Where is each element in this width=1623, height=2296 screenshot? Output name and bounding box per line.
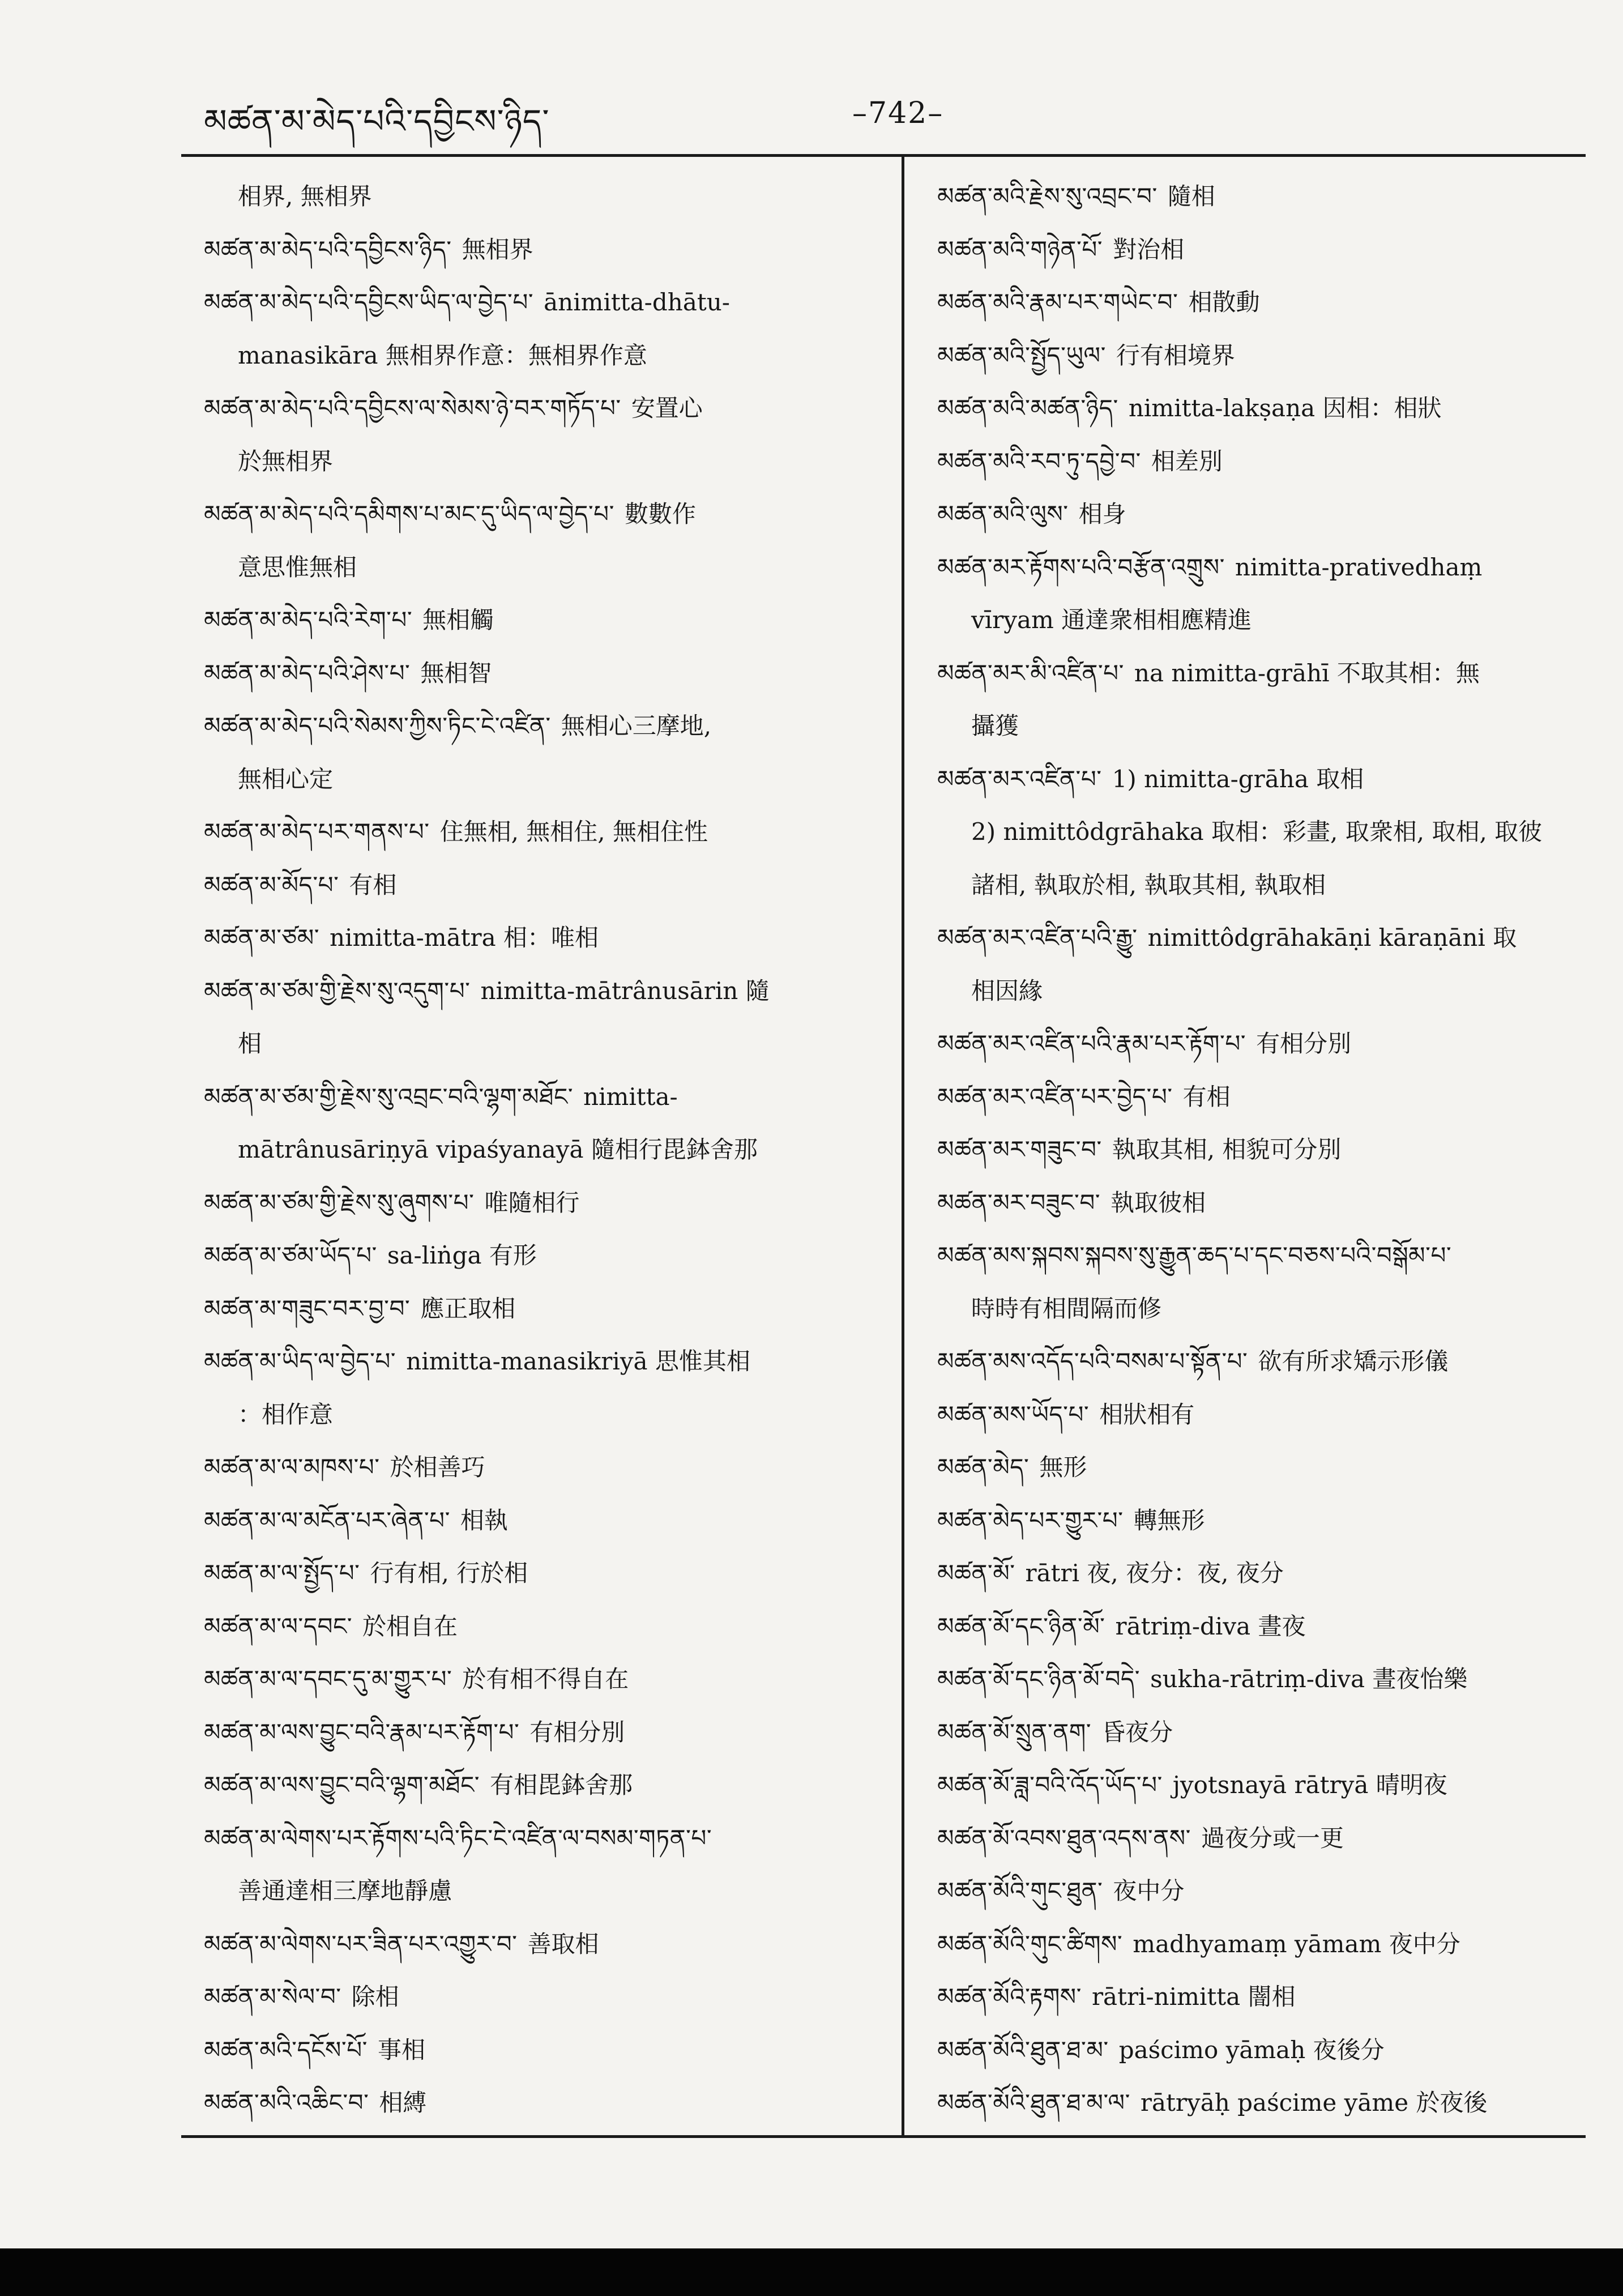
entry-gloss: 轉無形 [1133, 1506, 1205, 1534]
dictionary-entry [937, 1706, 1586, 1759]
entry-gloss: nimitta-mātrânusārin 隨 [480, 976, 770, 1005]
entry-term: མཚན་མ་མེད་པའི་དབྱིངས་ཡིད་ལ་བྱེད་པ་ [204, 288, 534, 316]
entry-term: མཚན་མས་སྐབས་སྐབས་སུ་རྒྱུན་ཆད་པ་དང་བཅས་པའི་བསྒོམ་པ་ [937, 1241, 1452, 1269]
entry-term: མཚན་མོ་དང་ཉིན་མོ་བདེ་ [937, 1665, 1141, 1693]
entry-term: མཚན་མར་བཟུང་བ་ [937, 1188, 1101, 1217]
entry-gloss: nimittôdgrāhakāṇi kāraṇāni 取 [1147, 924, 1517, 951]
entry-gloss: 行有相境界 [1116, 341, 1235, 369]
dictionary-entry [937, 1494, 1586, 1547]
dictionary-entry [937, 1864, 1586, 1918]
right-entry-list [937, 170, 1586, 2129]
dictionary-entry [937, 382, 1586, 435]
dictionary-entry [937, 1017, 1586, 1070]
dictionary-entry [937, 1388, 1586, 1441]
entry-term: མཚན་མའི་རྣམ་པར་གཡེང་བ་ [937, 288, 1178, 316]
dictionary-entry [204, 911, 883, 965]
entry-term: མཚན་མ་སེལ་བ་ [204, 1983, 341, 2011]
dictionary-entry [204, 1812, 883, 1865]
entry-term: མཚན་མོ་ཟླ་བའི་འོད་ཡོད་པ་ [937, 1771, 1163, 1799]
entry-gloss: 無相界 [462, 235, 533, 263]
entry-continuation: 相因緣 [971, 976, 1043, 1005]
entry-term: མཚན་མ་གཟུང་བར་བྱ་བ་ [204, 1294, 411, 1322]
dictionary-entry [937, 1441, 1586, 1494]
dictionary-entry [204, 1706, 883, 1759]
entry-gloss: 有相 [349, 870, 397, 899]
top-rule [181, 154, 1586, 157]
entry-term: མཚན་མོ་སྲུན་ནག་ [937, 1718, 1092, 1746]
entry-continuation: 2) nimittôdgrāhaka 取相：彩畫, 取衆相, 取相, 取彼 [971, 818, 1543, 846]
dictionary-entry [937, 753, 1586, 806]
entry-term: མཚན་མའི་རྗེས་སུ་འབྲང་བ་ [937, 182, 1158, 210]
entry-gloss: 相縛 [379, 2089, 427, 2116]
dictionary-entry [937, 1229, 1586, 1282]
entry-continuation: 諸相, 執取於相, 執取其相, 執取相 [971, 870, 1326, 899]
entry-continuation: manasikāra 無相界作意：無相界作意 [238, 341, 647, 369]
dictionary-entry [937, 2076, 1586, 2129]
entry-term: མཚན་མ་ལ་སྤྱོད་པ་ [204, 1559, 360, 1587]
dictionary-entry [937, 911, 1586, 965]
entry-gloss: 相狀相有 [1099, 1400, 1195, 1428]
entry-gloss: nimitta-lakṣaṇa 因相：相狀 [1128, 394, 1442, 422]
entry-gloss: rātriṃ-diva 晝夜 [1115, 1612, 1306, 1640]
dictionary-entry [204, 1282, 883, 1335]
dictionary-entry [204, 1918, 883, 1971]
entry-gloss: nimitta-prativedhaṃ [1235, 553, 1483, 581]
entry-continuation: 相 [238, 1030, 262, 1057]
entry-term: མཚན་མ་ཙམ་ [204, 924, 320, 951]
entry-continuation: 攝獲 [971, 712, 1019, 740]
entry-term: མཚན་མ་མེད་པའི་དབྱིངས་ཉིད་ [204, 235, 452, 263]
entry-gloss: 住無相, 無相住, 無相住性 [439, 818, 708, 846]
dictionary-entry [937, 223, 1586, 276]
dictionary-entry [204, 1759, 883, 1812]
entry-continuation: 無相心定 [238, 765, 334, 793]
entry-term: མཚན་མར་འཛིན་པའི་རྣམ་པར་རྟོག་པ་ [937, 1030, 1246, 1057]
dictionary-entry [204, 1176, 883, 1230]
entry-term: མཚན་མ་ལེགས་པར་ཟིན་པར་འགྱུར་བ་ [204, 1930, 518, 1958]
entry-gloss: na nimitta-grāhī 不取其相：無 [1134, 659, 1480, 687]
entry-gloss: 昏夜分 [1101, 1718, 1173, 1746]
dictionary-entry [204, 1070, 883, 1124]
dictionary-entry [204, 1600, 883, 1653]
entry-gloss: 夜中分 [1113, 1877, 1185, 1905]
entry-term: མཚན་མོ་འབས་ཐུན་འདས་ནས་ [937, 1824, 1191, 1852]
entry-term: མཚན་མའི་གཉེན་པོ་ [937, 235, 1103, 263]
dictionary-entry [937, 329, 1586, 382]
entry-term: མཚན་མེད་ [937, 1453, 1030, 1481]
dictionary-entry [937, 1547, 1586, 1600]
entry-term: མཚན་མོའི་གུང་ཚིགས་ [937, 1930, 1123, 1958]
entry-term: མཚན་མའི་དངོས་པོ་ [204, 2035, 368, 2064]
entry-gloss: 於有相不得自在 [462, 1665, 629, 1693]
entry-term: མཚན་མོའི་གུང་ཐུན་ [937, 1877, 1103, 1905]
entry-gloss: nimitta- [583, 1082, 678, 1111]
entry-gloss: rātri 夜, 夜分：夜, 夜分 [1025, 1559, 1284, 1587]
dictionary-entry [204, 2076, 883, 2129]
entry-term: མཚན་མ་མེད་པའི་དམིགས་པ་མང་དུ་ཡིད་ལ་བྱེད་པ་ [204, 500, 614, 528]
entry-term: མཚན་མ་ལས་བྱུང་བའི་རྣམ་པར་རྟོག་པ་ [204, 1718, 520, 1746]
dictionary-entry [204, 965, 883, 1018]
entry-term: མཚན་མ་མེད་པར་གནས་པ་ [204, 818, 430, 846]
entry-term: མཚན་མ་ལེགས་པར་རྟོགས་པའི་ཏིང་ངེ་འཛིན་ལ་བསམ་གཏན་པ་ [204, 1824, 712, 1852]
entry-gloss: 有相毘鉢舍那 [490, 1771, 633, 1799]
entry-gloss: 無相智 [420, 659, 492, 687]
entry-term: མཚན་མའི་ལུས་ [937, 500, 1069, 528]
dictionary-entry [937, 1600, 1586, 1653]
entry-gloss: sukha-rātriṃ-diva 晝夜怡樂 [1150, 1665, 1468, 1693]
bottom-scan-band [0, 2248, 1623, 2296]
entry-term: མཚན་མའི་འཆིང་བ་ [204, 2089, 369, 2116]
entry-gloss: 行有相, 行於相 [370, 1559, 528, 1587]
entry-term: མཚན་མ་ཙམ་གྱི་རྗེས་སུ་འདུག་པ་ [204, 976, 471, 1005]
page-number: –742– [852, 96, 944, 130]
dictionary-entry [204, 2024, 883, 2077]
entry-term: མཚན་མར་འཛིན་པ་ [937, 765, 1102, 793]
entry-term: མཚན་མ་ལ་མཁས་པ་ [204, 1453, 380, 1481]
entry-gloss: 應正取相 [420, 1294, 516, 1322]
entry-gloss: 相差別 [1151, 447, 1223, 475]
dictionary-entry [204, 1970, 883, 2024]
bottom-rule [181, 2135, 1586, 2138]
entry-term: མཚན་མའི་སྤྱོད་ཡུལ་ [937, 341, 1106, 369]
entry-gloss: 過夜分或一更 [1201, 1824, 1344, 1852]
entry-gloss: 數數作 [624, 500, 696, 528]
entry-term: མཚན་མ་མོད་པ་ [204, 870, 339, 899]
entry-term: མཚན་མར་འཛིན་པའི་རྒྱུ་ [937, 924, 1138, 951]
dictionary-entry [204, 1547, 883, 1600]
entry-gloss: 善取相 [527, 1930, 599, 1958]
entry-gloss: rātryāḥ paścime yāme 於夜後 [1140, 2089, 1488, 2116]
dictionary-entry [204, 1494, 883, 1547]
dictionary-entry [937, 1176, 1586, 1230]
entry-gloss: rātri-nimitta 闇相 [1091, 1983, 1296, 2011]
dictionary-entry [937, 1970, 1586, 2024]
entry-gloss: 安置心 [631, 394, 703, 422]
dictionary-entry [937, 1123, 1586, 1176]
entry-term: མཚན་མ་ལ་མངོན་པར་ཞེན་པ་ [204, 1506, 450, 1534]
dictionary-entry [204, 1335, 883, 1388]
entry-gloss: 於相善巧 [390, 1453, 485, 1481]
dictionary-entry [204, 699, 883, 753]
entry-term: མཚན་མོ་དང་ཉིན་མོ་ [937, 1612, 1105, 1640]
entry-term: མཚན་མའི་མཚན་ཉིད་ [937, 394, 1118, 422]
dictionary-entry [937, 1070, 1586, 1124]
entry-gloss: 唯隨相行 [484, 1188, 580, 1217]
entry-term: མཚན་མར་འཛིན་པར་བྱེད་པ་ [937, 1082, 1173, 1111]
entry-term: མཚན་མར་གཟུང་བ་ [937, 1136, 1102, 1163]
dictionary-entry [204, 1653, 883, 1706]
continuation-line: 相界, 無相界 [238, 182, 372, 210]
column-divider [902, 156, 904, 2136]
entry-gloss: 有相 [1182, 1082, 1231, 1111]
entry-term: མཚན་མ་ལ་དབང་དུ་མ་གྱུར་པ་ [204, 1665, 452, 1693]
dictionary-entry [204, 1229, 883, 1282]
entry-gloss: 相身 [1078, 500, 1126, 528]
left-entry-list [204, 223, 883, 2129]
entry-gloss: 無相心三摩地, [561, 712, 712, 740]
dictionary-entry [204, 647, 883, 700]
entry-gloss: 無形 [1039, 1453, 1087, 1481]
entry-term: མཚན་མ་ཙམ་ཡོད་པ་ [204, 1241, 377, 1269]
entry-gloss: 執取其相, 相貌可分別 [1112, 1136, 1342, 1163]
entry-term: མཚན་མའི་རབ་ཏུ་དབྱེ་བ་ [937, 447, 1141, 475]
entry-term: མཚན་མས་འདོད་པའི་བསམ་པ་སྟོན་པ་ [937, 1347, 1248, 1375]
entry-term: མཚན་མ་ལ་དབང་ [204, 1612, 353, 1640]
dictionary-entry [937, 488, 1586, 541]
entry-gloss: 執取彼相 [1111, 1188, 1206, 1217]
running-head: མཚན་མ་མེད་པའི་དབྱིངས་ཉིད་ [204, 102, 550, 140]
entry-gloss: 相執 [460, 1506, 508, 1534]
entry-term: མཚན་མར་མི་འཛིན་པ་ [937, 659, 1124, 687]
entry-continuation: ：相作意 [238, 1400, 334, 1428]
entry-term: མཚན་མོའི་ཐུན་ཐ་མ་ལ་ [937, 2089, 1130, 2116]
entry-gloss: paścimo yāmaḥ 夜後分 [1118, 2035, 1385, 2064]
dictionary-entry [204, 223, 883, 276]
entry-continuation: 善通達相三摩地靜慮 [238, 1877, 452, 1905]
dictionary-entry [937, 276, 1586, 329]
dictionary-entry [204, 276, 883, 329]
dictionary-entry [937, 1918, 1586, 1971]
dictionary-entry [937, 435, 1586, 488]
entry-term: མཚན་མེད་པར་གྱུར་པ་ [937, 1506, 1124, 1534]
entry-gloss: 無相觸 [422, 606, 494, 634]
dictionary-entry [937, 170, 1586, 223]
entry-gloss: madhyamaṃ yāmam 夜中分 [1133, 1930, 1460, 1958]
left-column [204, 170, 883, 2129]
entry-gloss: sa-liṅga 有形 [387, 1241, 537, 1269]
entry-term: མཚན་མོའི་རྟགས་ [937, 1983, 1082, 2011]
entry-term: མཚན་མས་ཡོད་པ་ [937, 1400, 1090, 1428]
entry-term: མཚན་མ་ལས་བྱུང་བའི་ལྷག་མཐོང་ [204, 1771, 480, 1799]
entry-continuation: 於無相界 [238, 447, 334, 475]
entry-term: མཚན་མ་མེད་པའི་ཤེས་པ་ [204, 659, 411, 687]
dictionary-entry [937, 1759, 1586, 1812]
entry-gloss: nimitta-manasikriyā 思惟其相 [406, 1347, 750, 1375]
dictionary-entry [204, 594, 883, 647]
dictionary-entry [937, 1812, 1586, 1865]
entry-gloss: jyotsnayā rātryā 晴明夜 [1172, 1771, 1447, 1799]
entry-gloss: nimitta-mātra 相：唯相 [330, 924, 599, 951]
entry-term: མཚན་མོའི་ཐུན་ཐ་མ་ [937, 2035, 1109, 2064]
entry-term: མཚན་མ་ཙམ་གྱི་རྗེས་སུ་འབྲང་བའི་ལྷག་མཐོང་ [204, 1082, 574, 1111]
dictionary-entry [937, 541, 1586, 594]
entry-term: མཚན་མ་མེད་པའི་རེག་པ་ [204, 606, 413, 634]
entry-gloss: 欲有所求矯示形儀 [1258, 1347, 1449, 1375]
entry-gloss: 相散動 [1188, 288, 1260, 316]
entry-term: མཚན་མ་ཡིད་ལ་བྱེད་པ་ [204, 1347, 396, 1375]
entry-gloss: ānimitta-dhātu- [544, 288, 730, 316]
entry-term: མཚན་མོ་ [937, 1559, 1015, 1587]
entry-continuation: 意思惟無相 [238, 553, 357, 581]
dictionary-entry [204, 488, 883, 541]
entry-continuation: mātrânusāriṇyā vipaśyanayā 隨相行毘鉢舍那 [238, 1136, 758, 1163]
entry-continuation: 時時有相間隔而修 [971, 1294, 1162, 1322]
entry-gloss: 於相自在 [362, 1612, 458, 1640]
right-column [937, 170, 1586, 2129]
dictionary-entry [204, 805, 883, 859]
entry-gloss: 有相分別 [529, 1718, 625, 1746]
entry-term: མཚན་མ་མེད་པའི་སེམས་ཀྱིས་ཏིང་ངེ་འཛིན་ [204, 712, 551, 740]
dictionary-entry [937, 2024, 1586, 2077]
entry-term: མཚན་མ་མེད་པའི་དབྱིངས་ལ་སེམས་ཉེ་བར་གཏོད་པ་ [204, 394, 621, 422]
dictionary-entry [937, 647, 1586, 700]
entry-gloss: 對治相 [1113, 235, 1185, 263]
entry-term: མཚན་མར་རྟོགས་པའི་བརྩོན་འགྲུས་ [937, 553, 1225, 581]
entry-gloss: 隨相 [1167, 182, 1215, 210]
entry-gloss: 事相 [377, 2035, 425, 2064]
dictionary-entry [204, 859, 883, 912]
dictionary-entry [204, 1441, 883, 1494]
entry-continuation: vīryam 通達衆相相應精進 [971, 606, 1252, 634]
entry-gloss: 1) nimitta-grāha 取相 [1112, 765, 1364, 793]
dictionary-entry [937, 1335, 1586, 1388]
dictionary-entry [204, 382, 883, 435]
entry-term: མཚན་མ་ཙམ་གྱི་རྗེས་སུ་ཞུགས་པ་ [204, 1188, 475, 1217]
entry-gloss: 有相分別 [1256, 1030, 1352, 1057]
dictionary-entry [937, 1653, 1586, 1706]
entry-gloss: 除相 [351, 1983, 399, 2011]
